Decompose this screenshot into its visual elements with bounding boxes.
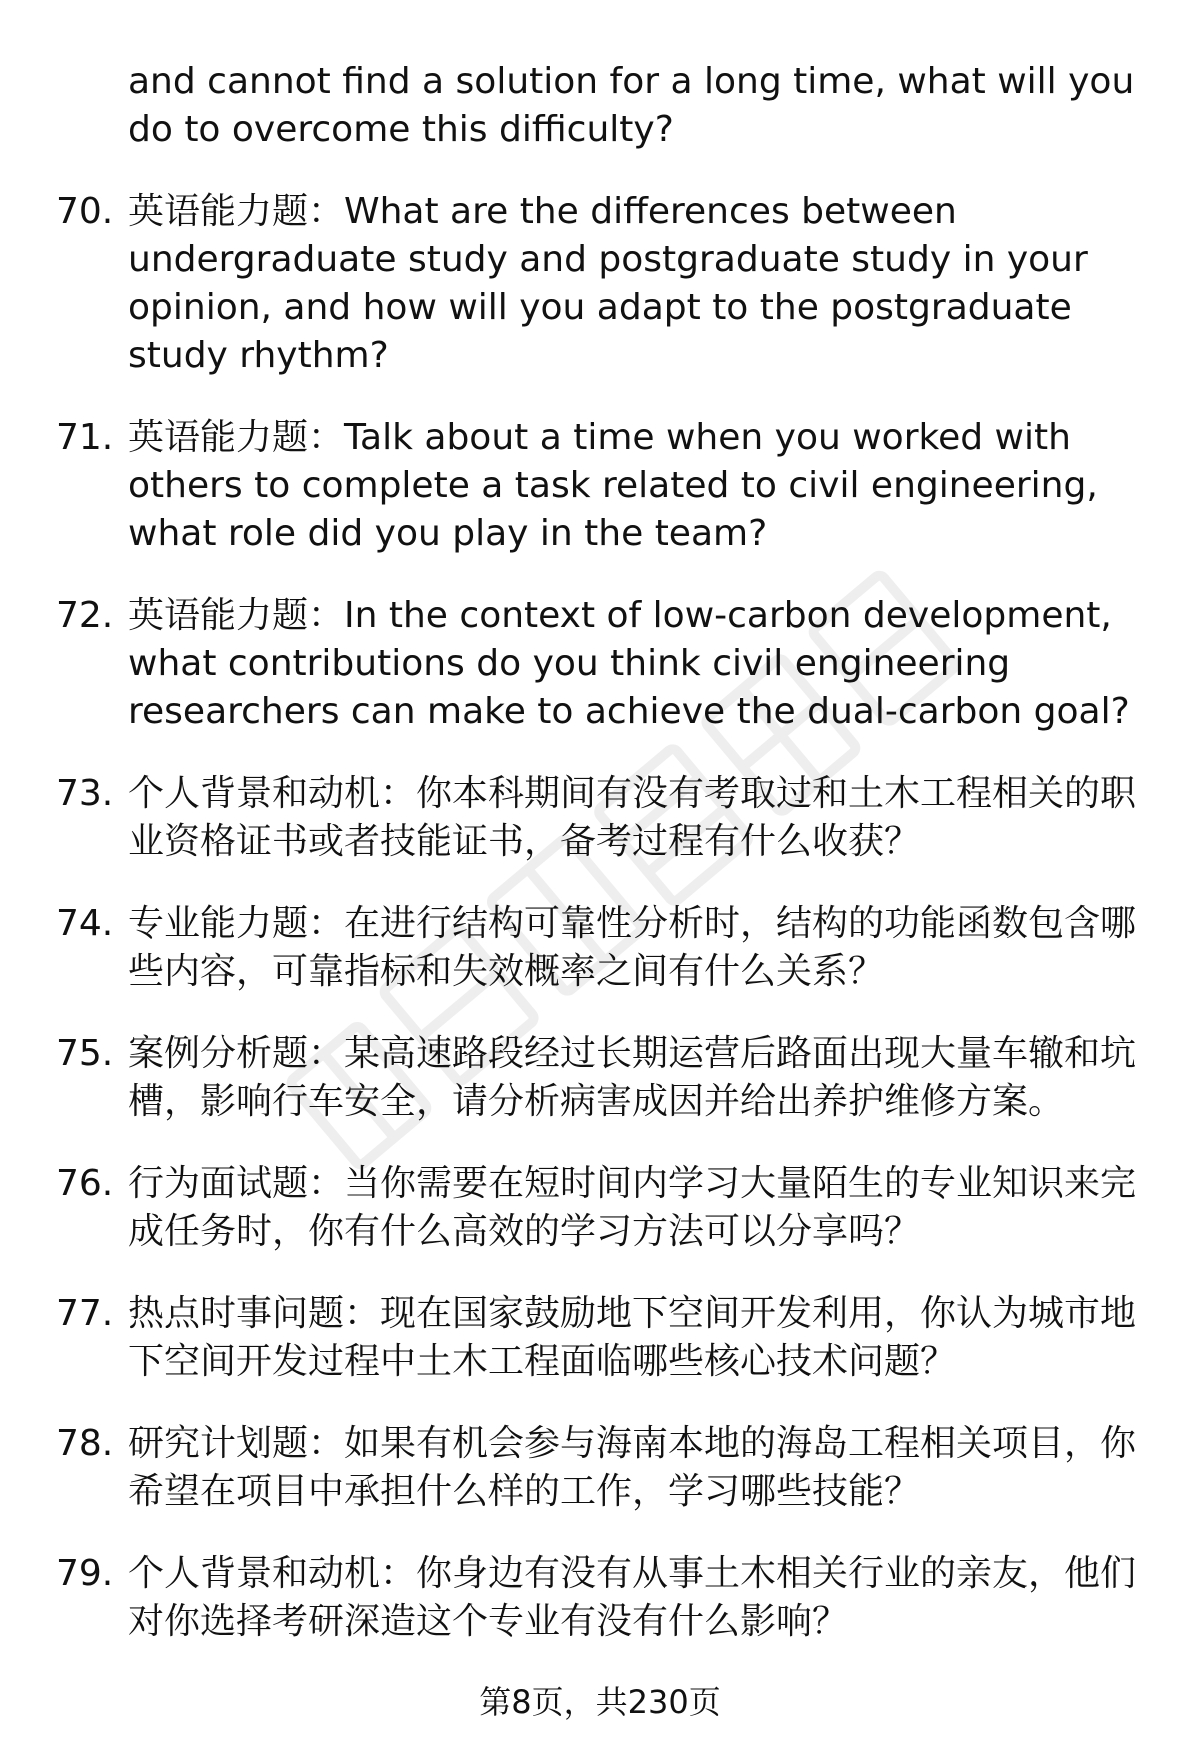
list-item <box>0 900 1200 996</box>
list-item <box>0 188 1200 380</box>
question-text: 英语能力题：What are the differences between undergraduate study and postgraduate study in your opinion, and how will you adapt to the postgraduate study rhythm? <box>128 191 1088 376</box>
question-number: 79. <box>56 1553 114 1594</box>
question-number: 76. <box>56 1163 114 1204</box>
continuation-text: and cannot find a solution for a long time, what will you do to overcome this difficulty? <box>128 61 1135 150</box>
list-item <box>0 1160 1200 1256</box>
question-number: 78. <box>56 1423 114 1464</box>
page-footer: 第8页，共230页 <box>479 1683 721 1721</box>
list-item <box>0 1030 1200 1126</box>
list-item <box>0 770 1200 866</box>
list-item <box>0 1550 1200 1646</box>
list-item <box>0 1420 1200 1516</box>
question-number: 72. <box>56 595 114 636</box>
question-list <box>0 58 1200 1680</box>
question-text: 案例分析题：某高速路段经过长期运营后路面出现大量车辙和坑槽，影响行车安全，请分析病害成因并给出养护维修方案。 <box>128 1033 1137 1122</box>
question-text: 专业能力题：在进行结构可靠性分析时，结构的功能函数包含哪些内容，可靠指标和失效概率之间有什么关系？ <box>128 903 1137 992</box>
list-item <box>0 414 1200 558</box>
question-number: 70. <box>56 191 114 232</box>
question-text: 英语能力题：Talk about a time when you worked with others to complete a task related to civil engineering, what role did you play in the team? <box>128 417 1098 554</box>
question-text: 英语能力题：In the context of low-carbon development, what contributions do you think civil engineering researchers can make to achieve the dual-carbon goal? <box>128 595 1130 732</box>
list-item <box>0 1290 1200 1386</box>
question-text: 行为面试题：当你需要在短时间内学习大量陌生的专业知识来完成任务时，你有什么高效的学习方法可以分享吗？ <box>128 1163 1137 1252</box>
question-number: 73. <box>56 773 114 814</box>
question-number: 77. <box>56 1293 114 1334</box>
list-item <box>0 592 1200 736</box>
list-item-continuation <box>0 58 1200 154</box>
question-text: 热点时事问题：现在国家鼓励地下空间开发利用，你认为城市地下空间开发过程中土木工程面临哪些核心技术问题？ <box>128 1293 1137 1382</box>
question-text: 个人背景和动机：你身边有没有从事土木相关行业的亲友，他们对你选择考研深造这个专业有没有什么影响？ <box>128 1553 1137 1642</box>
question-text: 研究计划题：如果有机会参与海南本地的海岛工程相关项目，你希望在项目中承担什么样的工作，学习哪些技能？ <box>128 1423 1137 1512</box>
question-text: 个人背景和动机：你本科期间有没有考取过和土木工程相关的职业资格证书或者技能证书，备考过程有什么收获？ <box>128 773 1137 862</box>
question-number: 75. <box>56 1033 114 1074</box>
question-number: 74. <box>56 903 114 944</box>
question-number: 71. <box>56 417 114 458</box>
